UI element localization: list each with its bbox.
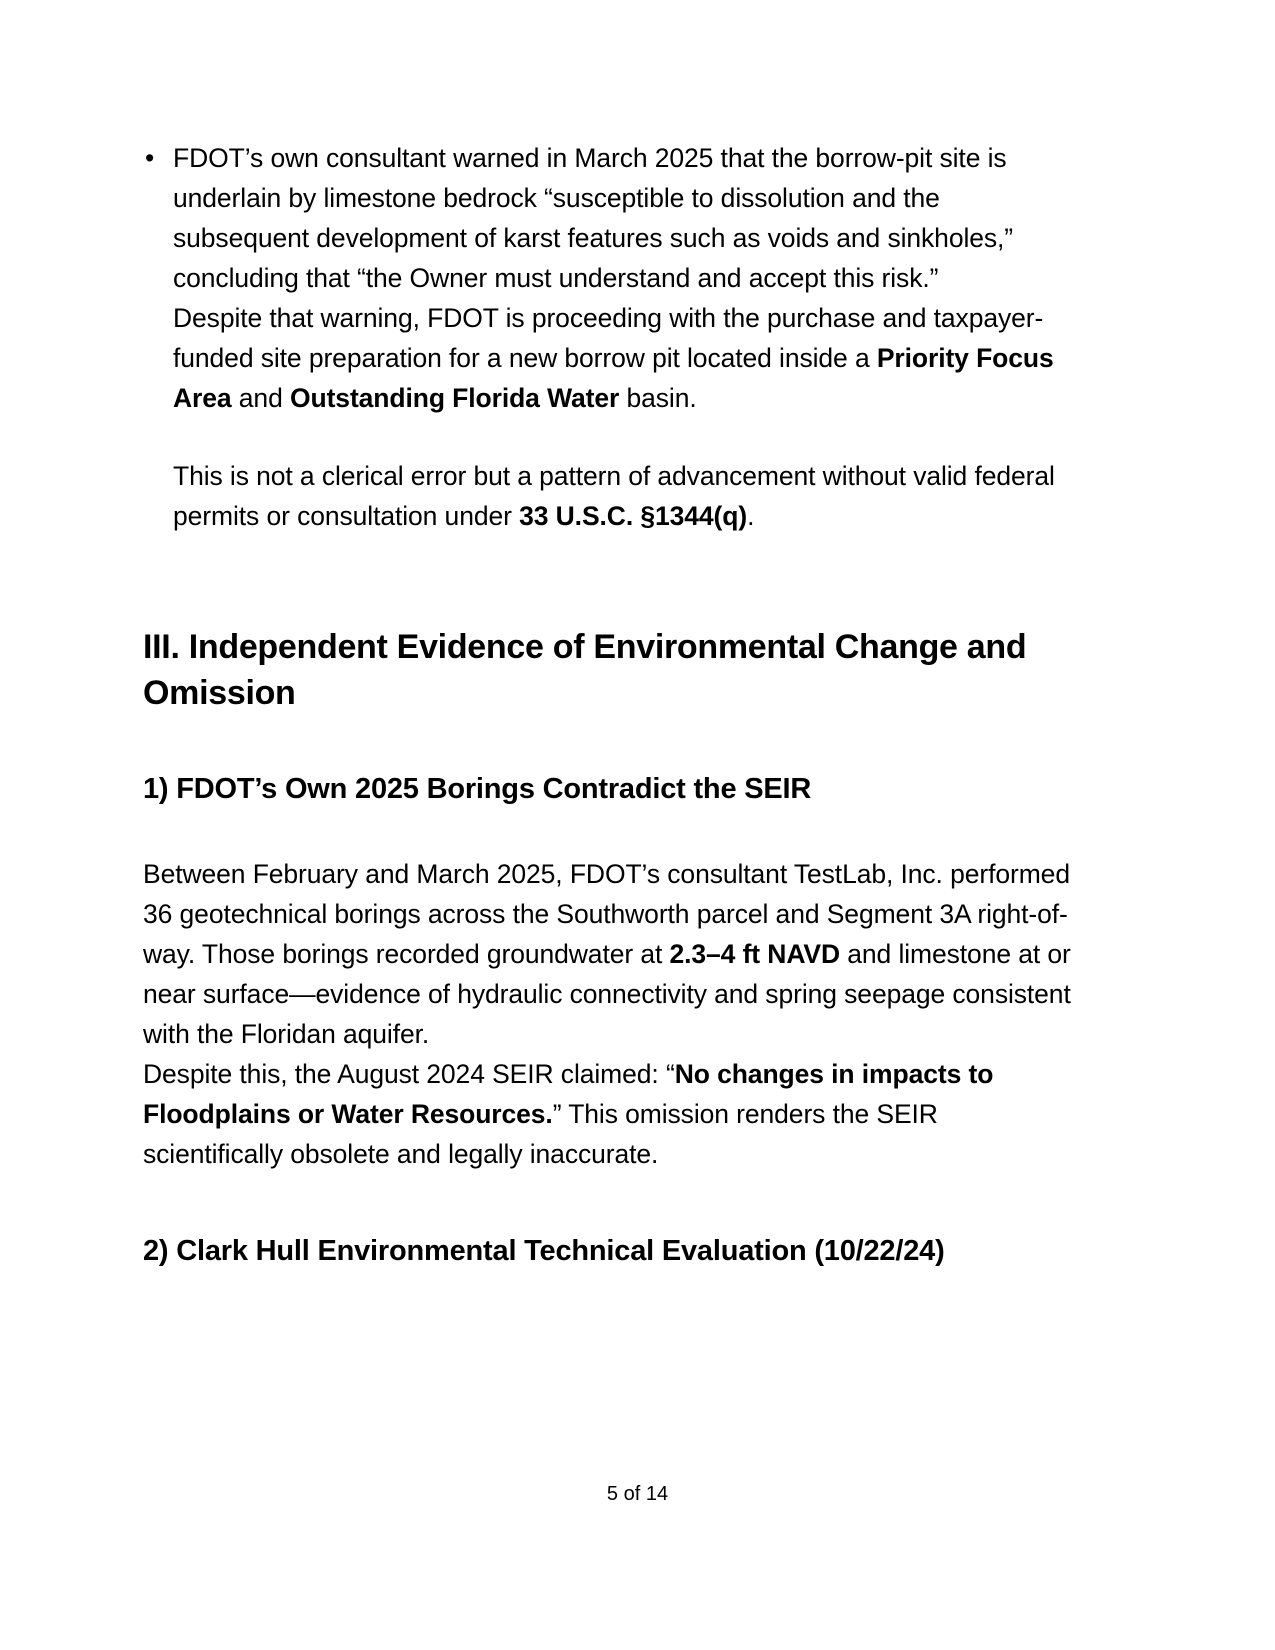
bullet-list xyxy=(143,138,1073,536)
body-text: Despite this, the August 2024 SEIR claimed: “ xyxy=(143,1059,675,1089)
subsection-2-heading: 2) Clark Hull Environmental Technical Evaluation (10/22/24) xyxy=(143,1235,945,1267)
bullet-paragraph-1 xyxy=(173,138,1073,298)
subsection-1-heading: 1) FDOT’s Own 2025 Borings Contradict the SEIR xyxy=(143,773,812,805)
subsection-1-body xyxy=(143,854,1073,1174)
body-text: basin. xyxy=(619,383,697,413)
list-item xyxy=(143,138,1073,536)
emphasis-text: No changes in impacts to Floodplains or Water Resources. xyxy=(143,1059,994,1129)
body-text: Despite that warning, FDOT is proceeding with the purchase and taxpayer-funded site preparation for a new borrow pit located inside a xyxy=(173,303,1044,373)
emphasis-text: Priority Focus Area xyxy=(173,343,1054,413)
body-text: ” This omission renders the SEIR scientifically obsolete and legally inaccurate. xyxy=(143,1099,938,1169)
bullet-marker: • xyxy=(145,143,155,173)
bullet-paragraph-2 xyxy=(173,298,1073,418)
body-text: and limestone at or near surface—evidence of hydraulic connectivity and spring seepage consistent with the Floridan aquifer. xyxy=(143,939,1071,1049)
subsection-1-heading-wrap xyxy=(143,768,1073,810)
bullet-paragraph-3 xyxy=(173,456,1073,536)
section-heading-wrap xyxy=(143,624,1073,716)
page-number-footer: 5 of 14 xyxy=(606,1483,669,1505)
subsection-1-paragraph-2 xyxy=(143,1054,1073,1174)
emphasis-text: 2.3–4 ft NAVD xyxy=(669,939,841,969)
emphasis-text: 33 U.S.C. §1344(q) xyxy=(519,501,748,531)
body-text: Between February and March 2025, FDOT’s consultant TestLab, Inc. performed 36 geotechnical borings across the Southworth parcel and Segment 3A right-of-way. Those borings recorded groundwater at xyxy=(143,859,1070,969)
body-text: and xyxy=(231,383,290,413)
subsection-1-paragraph-1 xyxy=(143,854,1073,1054)
page-title: III. Independent Evidence of Environmental Change and Omission xyxy=(143,628,1027,712)
body-text: . xyxy=(747,501,755,531)
emphasis-text: Outstanding Florida Water xyxy=(289,383,620,413)
subsection-2-heading-wrap xyxy=(143,1230,1073,1272)
body-text: This is not a clerical error but a pattern of advancement without valid federal permits or consultation under xyxy=(173,461,1055,531)
bullet-body xyxy=(173,138,1073,536)
page-content xyxy=(143,138,1073,1272)
body-text: FDOT’s own consultant warned in March 2025 that the borrow-pit site is underlain by limestone bedrock “susceptible to dissolution and the subsequent development of karst features such as voids and sinkholes,” concluding that “the Owner must understand and accept this risk.” xyxy=(173,143,1014,293)
